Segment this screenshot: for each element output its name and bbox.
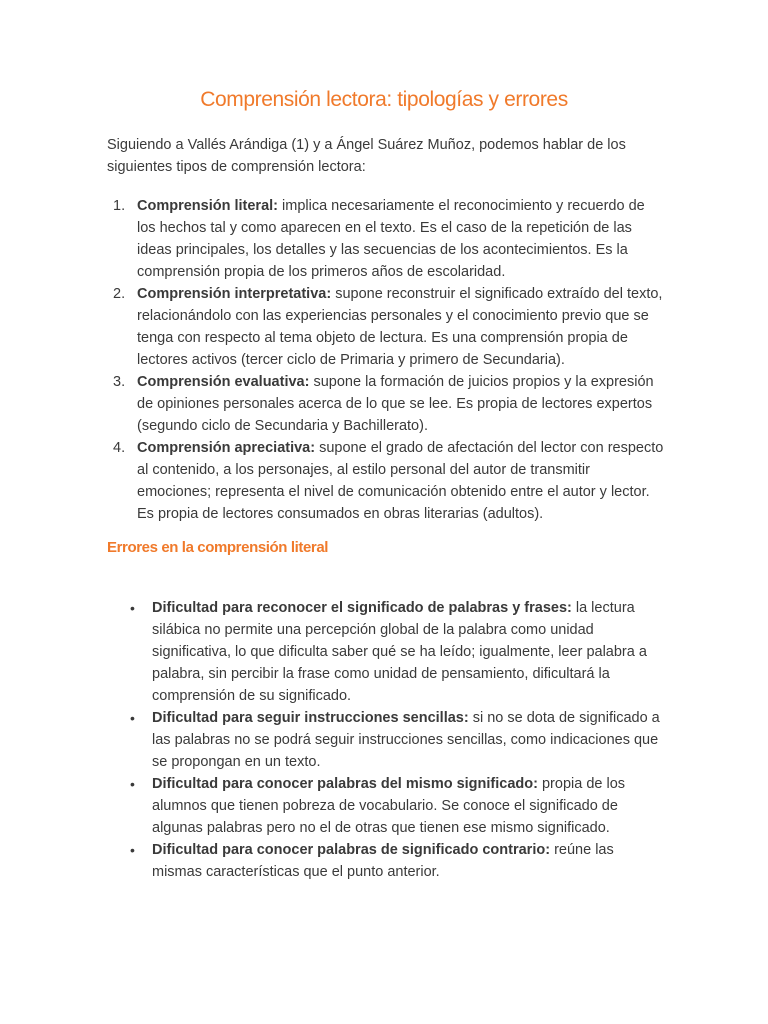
list-item	[113, 283, 667, 371]
item-text: si no se dota de significado a las palabras no se podrá seguir instrucciones sencillas, como indicaciones que se propongan en un texto.	[152, 710, 660, 770]
item-term: Dificultad para seguir instrucciones sencillas:	[152, 710, 469, 726]
list-item	[130, 773, 667, 839]
list-item	[130, 707, 667, 773]
item-number: 1.	[113, 198, 126, 214]
item-number: 3.	[113, 374, 126, 390]
item-term: Comprensión literal:	[137, 198, 278, 214]
list-item	[113, 371, 667, 437]
bullet-icon: •	[130, 842, 135, 858]
list-item	[130, 597, 667, 707]
item-text: supone la formación de juicios propios y la expresión de opiniones personales acerca de lo que se lee. Es propia de lectores expertos (segundo ciclo de Secundaria y Bachillerato).	[137, 374, 654, 434]
item-text: propia de los alumnos que tienen pobreza de vocabulario. Se conoce el significado de algunas palabras pero no el de otras que tienen ese mismo significado.	[152, 776, 626, 836]
list-item	[130, 839, 667, 883]
bullet-icon: •	[130, 710, 135, 726]
item-text: implica necesariamente el reconocimiento y recuerdo de los hechos tal y como aparecen en el texto. Es el caso de la repetición de las ideas principales, los detalles y las secuencias de los acontecimientos. Es la comprensión propia de los primeros años de escolaridad.	[137, 198, 645, 280]
item-term: Comprensión interpretativa:	[137, 286, 332, 302]
item-term: Comprensión apreciativa:	[137, 440, 316, 456]
bullet-icon: •	[130, 600, 135, 616]
errors-heading: Errores en la comprensión literal	[107, 539, 329, 556]
comprehension-types-list	[113, 195, 667, 525]
list-item	[113, 195, 667, 283]
item-text: reúne las mismas características que el punto anterior.	[152, 842, 614, 880]
page-title: Comprensión lectora: tipologías y errores	[200, 88, 568, 111]
item-term: Dificultad para conocer palabras de significado contrario:	[152, 842, 551, 858]
item-term: Dificultad para conocer palabras del mismo significado:	[152, 776, 538, 792]
item-text: supone el grado de afectación del lector con respecto al contenido, a los personajes, al estilo personal del autor de transmitir emociones; representa el nivel de comunicación obtenido entre el autor y lector. Es propia de lectores consumados en obras literarias (adultos).	[137, 440, 664, 522]
list-item	[113, 437, 667, 525]
item-term: Comprensión evaluativa:	[137, 374, 310, 390]
item-number: 4.	[113, 440, 126, 456]
item-term: Dificultad para reconocer el significado de palabras y frases:	[152, 600, 572, 616]
intro-paragraph: Siguiendo a Vallés Arándiga (1) y a Ángel Suárez Muñoz, podemos hablar de los siguientes tipos de comprensión lectora:	[107, 137, 626, 175]
item-text: supone reconstruir el significado extraído del texto, relacionándolo con las experiencias personales y el conocimiento previo que se tenga con respecto al tema objeto de lectura. Es una comprensión propia de lectores activos (tercer ciclo de Primaria y primero de Secundaria).	[137, 286, 663, 368]
item-number: 2.	[113, 286, 126, 302]
item-text: la lectura silábica no permite una percepción global de la palabra como unidad significativa, lo que dificulta saber qué se ha leído; igualmente, leer palabra a palabra, sin percibir la frase como unidad de pensamiento, dificultará la comprensión de su significado.	[152, 600, 647, 704]
bullet-icon: •	[130, 776, 135, 792]
errors-list	[130, 597, 667, 883]
